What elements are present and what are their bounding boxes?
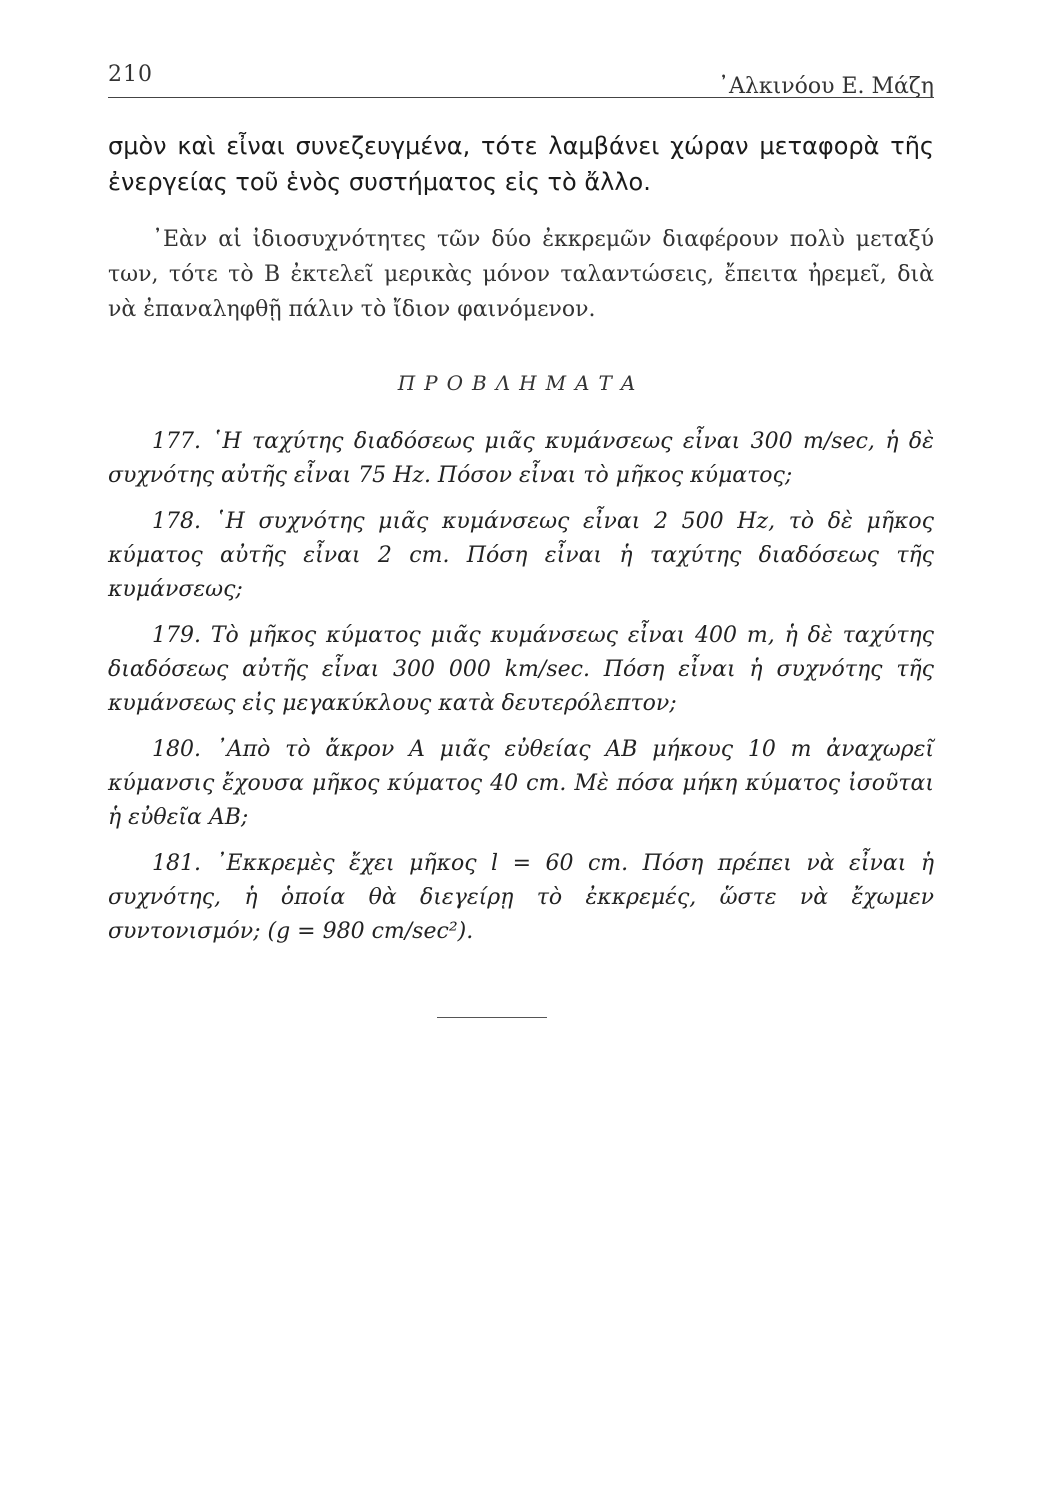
body-text [108,128,934,961]
end-divider [437,1017,547,1018]
problem-178 [108,505,934,607]
continuation-paragraph: σμὸν καὶ εἶναι συνεζευγμένα, τότε λαμβάνει χώραν μεταφορὰ τῆς ἐνεργείας τοῦ ἑνὸς συστήματος εἰς τὸ ἄλλο. [108,132,934,196]
problem-number: 179. [152,623,201,648]
problem-text: ῾Η ταχύτης διαδόσεως μιᾶς κυμάνσεως εἶναι 300 m/sec, ἡ δὲ συχνότης αὐτῆς εἶναι 75 Hz. Πόσον εἶναι τὸ μῆκος κύματος; [108,429,934,488]
problem-text: ᾿Εκκρεμὲς ἔχει μῆκος l = 60 cm. Πόση πρέπει νὰ εἶναι ἡ συχνότης, ἡ ὁποία θὰ διεγείρῃ τὸ ἐκκρεμές, ὥστε νὰ ἔχωμεν συντονισμόν; (g = 980 cm/sec²). [108,851,934,944]
section-heading: ΠΡΟΒΛΗΜΑΤΑ [397,371,645,395]
problem-number: 178. [152,509,201,534]
problem-181 [108,847,934,949]
problem-180 [108,733,934,835]
problem-text: ᾿Απὸ τὸ ἄκρον Α μιᾶς εὐθείας ΑΒ μήκους 10 m ἀναχωρεῖ κύμανσις ἔχουσα μῆκος κύματος 40 cm. Μὲ πόσα μήκη κύματος ἰσοῦται ἡ εὐθεῖα ΑΒ; [108,737,934,830]
page-header [108,62,934,102]
pendulum-paragraph: ᾿Εὰν αἱ ἰδιοσυχνότητες τῶν δύο ἐκκρεμῶν διαφέρουν πολὺ μεταξύ των, τότε τὸ Β ἐκτελεῖ μερικὰς μόνον ταλαντώσεις, ἔπειτα ἠρεμεῖ, διὰ νὰ ἐπαναληφθῇ πάλιν τὸ ἴδιον φαινόμενον. [108,227,934,322]
problem-text: ῾Η συχνότης μιᾶς κυμάνσεως εἶναι 2 500 Hz, τὸ δὲ μῆκος κύματος αὐτῆς εἶναι 2 cm. Πόση εἶναι ἡ ταχύτης διαδόσεως τῆς κυμάνσεως; [108,509,934,602]
problem-number: 177. [152,429,201,454]
running-head: ᾿Αλκινόου Ε. Μάζη [718,74,934,99]
problem-text: Τὸ μῆκος κύματος μιᾶς κυμάνσεως εἶναι 400 m, ἡ δὲ ταχύτης διαδόσεως αὐτῆς εἶναι 300 000 km/sec. Πόση εἶναι ἡ συχνότης τῆς κυμάνσεως εἰς μεγακύκλους κατὰ δευτερόλεπτον; [108,623,934,716]
problem-number: 180. [152,737,201,762]
page-number: 210 [108,62,153,87]
header-divider [108,97,934,98]
problem-177 [108,425,934,493]
problem-179 [108,619,934,721]
problem-number: 181. [152,851,201,876]
